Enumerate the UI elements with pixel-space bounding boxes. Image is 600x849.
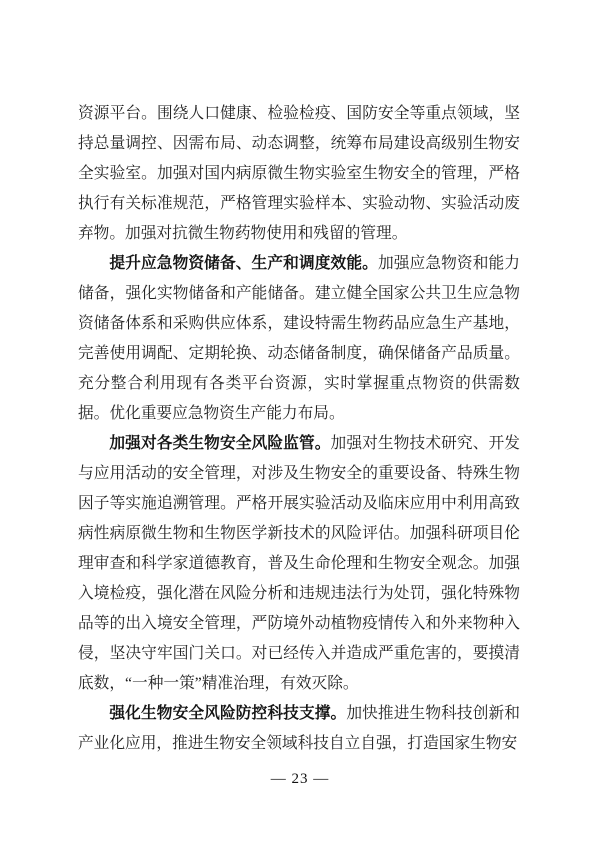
paragraph [78,249,520,429]
paragraph [78,699,520,759]
paragraph [78,429,520,699]
paragraph-lead: 提升应急物资储备、生产和调度效能。 [109,255,378,272]
paragraph-text: 加强应急物资和能力储备，强化实物储备和产能储备。建立健全国家公共卫生应急物资储备体系和采购供应体系，建设特需生物药品应急生产基地，完善使用调配、定期轮换、动态储备制度，确保储备产品质量。充分整合利用现有各类平台资源，实时掌握重点物资的供需数据。优化重要应急物资生产能力布局。 [78,255,520,422]
paragraph-text: 资源平台。围绕人口健康、检验检疫、国防安全等重点领域，坚持总量调控、因需布局、动态调整，统筹布局建设高级别生物安全实验室。加强对国内病原微生物实验室生物安全的管理，严格执行有关标准规范，严格管理实验样本、实验动物、实验活动废弃物。加强对抗微生物药物使用和残留的管理。 [78,105,520,242]
document-body-text [78,99,520,759]
paragraph-lead: 加强对各类生物安全风险监管。 [109,435,331,452]
paragraph [78,99,520,249]
paragraph-text: 加快推进生物科技创新和产业化应用，推进生物安全领域科技自立自强，打造国家生物安 [78,705,520,752]
page-number: — 23 — [270,771,330,787]
paragraph-text: 加强对生物技术研究、开发与应用活动的安全管理，对涉及生物安全的重要设备、特殊生物因子等实施追溯管理。严格开展实验活动及临床应用中利用高致病性病原微生物和生物医学新技术的风险评估。加强科研项目伦理审查和科学家道德教育，普及生命伦理和生物安全观念。加强入境检疫，强化潜在风险分析和违规违法行为处罚，强化特殊物品等的出入境安全管理，严防境外动植物疫情传入和外来物种入侵，坚决守牢国门关口。对已经传入并造成严重危害的，要摸清底数，“一种一策”精准治理，有效灭除。 [78,435,520,692]
paragraph-lead: 强化生物安全风险防控科技支撑。 [109,705,347,722]
